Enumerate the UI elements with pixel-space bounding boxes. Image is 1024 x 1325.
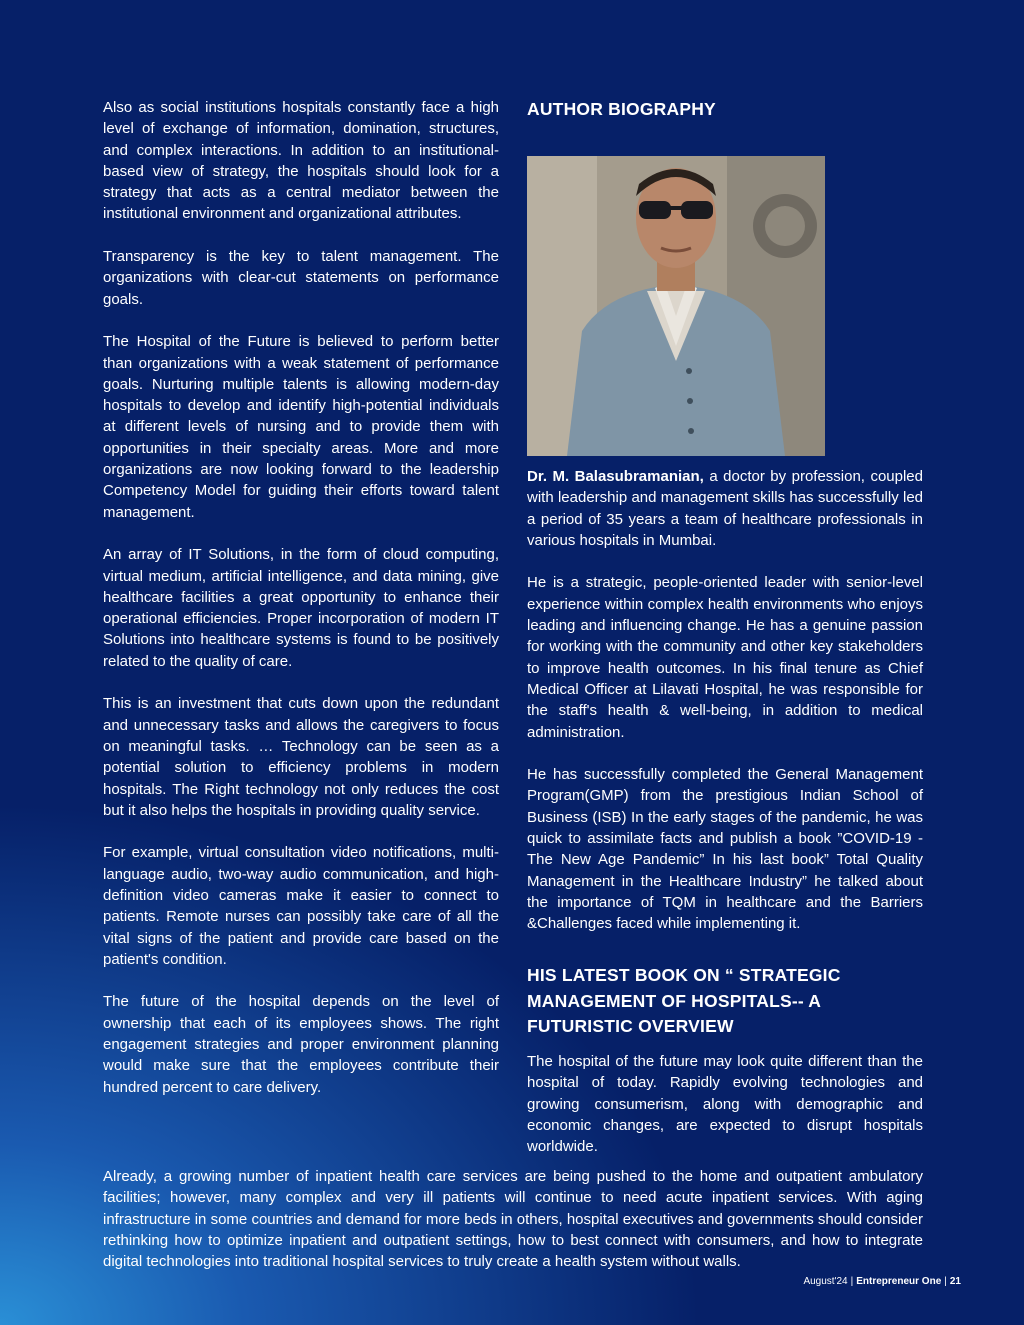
author-intro: a doctor by profession, coupled with leadership and management skills has successfully led a period of 35 years a team of healthcare professionals in various hospitals in Mumbai. bbox=[527, 468, 923, 549]
left-paragraph-3: The Hospital of the Future is believed to perform better than organizations with a weak statement of performance goals. Nurturing multiple talents is allowing modern-day hospitals to develop and identify high-potential individuals at different levels of nursing and to provide them with opportunities in their specialty areas. More and more organizations are now looking forward to the leadership Competency Model for guiding their efforts toward talent management. bbox=[103, 333, 499, 521]
latest-book-heading: HIS LATEST BOOK ON “ STRATEGIC MANAGEMENT OF HOSPITALS-- A FUTURISTIC OVERVIEW bbox=[527, 965, 841, 1036]
footer-issue: August'24 bbox=[803, 1276, 848, 1287]
author-name: Dr. M. Balasubramanian, bbox=[527, 468, 704, 485]
footer-separator: | bbox=[850, 1276, 854, 1287]
author-bio-paragraph-1 bbox=[527, 466, 923, 551]
left-paragraph-7: The future of the hospital depends on the level of ownership that each of its employees shows. The right engagement strategies and proper environment planning would make sure that the employees contribute their hundred percent to care delivery. bbox=[103, 993, 499, 1096]
left-column bbox=[103, 97, 499, 1119]
author-bio-paragraph-2: He is a strategic, people-oriented leader with senior-level experience within complex health environments who enjoys leading and influencing change. He has a genuine passion for working with the community and other key stakeholders to improve health outcomes. In his final tenure as Chief Medical Officer at Lilavati Hospital, he was responsible for the staff's health & well-being, in addition to medical administration. bbox=[527, 574, 923, 741]
page-footer bbox=[803, 1276, 961, 1287]
left-paragraph-5: This is an investment that cuts down upon the redundant and unnecessary tasks and allows the caregivers to focus on meaningful tasks. … Technology can be seen as a potential solution to efficiency problems in modern hospitals. The Right technology not only reduces the cost but it also helps the hospitals in providing quality service. bbox=[103, 695, 499, 819]
left-paragraph-4: An array of IT Solutions, in the form of cloud computing, virtual medium, artificial intelligence, and data mining, give healthcare facilities a great opportunity to enhance their operational efficiencies. Proper incorporation of modern IT Solutions into healthcare systems is found to be positively related to the quality of care. bbox=[103, 546, 499, 670]
author-biography bbox=[527, 466, 923, 956]
footer-separator: | bbox=[944, 1276, 947, 1287]
author-portrait-illustration bbox=[527, 156, 825, 456]
left-paragraph-6: For example, virtual consultation video notifications, multi-language audio, two-way audio communication, and high-definition video cameras make it easier to connect to patients. Remote nurses can possibly take care of all the vital signs of the patient and provide care based on the patient's condition. bbox=[103, 844, 499, 968]
author-biography-heading: AUTHOR BIOGRAPHY bbox=[527, 99, 716, 119]
latest-book-section bbox=[527, 1051, 923, 1179]
bottom-paragraph: Already, a growing number of inpatient health care services are being pushed to the home and outpatient ambulatory facilities; however, many complex and very ill patients will continue to need acute inpatient services. With aging infrastructure in some countries and demand for more beds in others, hospital executives and governments should consider rethinking how to optimize inpatient and outpatient settings, how to best connect with consumers, and how to integrate digital technologies into traditional hospital services to truly create a health system without walls. bbox=[103, 1168, 923, 1271]
left-paragraph-2: Transparency is the key to talent management. The organizations with clear-cut statements on performance goals. bbox=[103, 248, 499, 308]
latest-book-paragraph: The hospital of the future may look quite different than the hospital of today. Rapidly evolving technologies and growing consumerism, along with demographic and economic changes, are expected to disrupt hospitals worldwide. bbox=[527, 1053, 923, 1156]
author-bio-paragraph-3: He has successfully completed the General Management Program(GMP) from the prestigious Indian School of Business (ISB) In the early stages of the pandemic, he was quick to assimilate facts and publish a book ”COVID-19 - The New Age Pandemic” In his last book” Total Quality Management in the Healthcare Industry” he talked about the importance of TQM in healthcare and the Barriers &Challenges faced while implementing it. bbox=[527, 766, 923, 933]
footer-page-number: 21 bbox=[949, 1276, 961, 1287]
author-photo bbox=[527, 156, 825, 456]
footer-magazine: Entrepreneur One bbox=[856, 1276, 942, 1287]
left-paragraph-1: Also as social institutions hospitals constantly face a high level of exchange of information, domination, structures, and complex interactions. In addition to an institutional-based view of strategy, the hospitals should look for a strategy that acts as a central mediator between the institutional environment and organizational attributes. bbox=[103, 99, 499, 223]
